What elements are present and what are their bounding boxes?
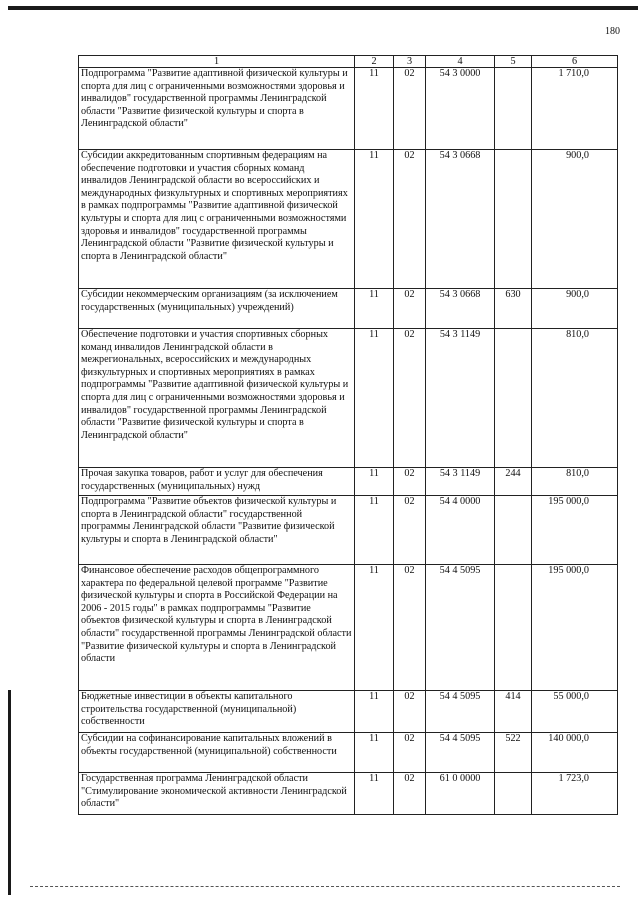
row-name: Подпрограмма "Развитие адаптивной физической культуры и спорта для лиц с ограниченными возможностями здоровья и инвалидов" государственной программы Ленинградской области "Развитие физической культуры и спорта в Ленинградской области" — [79, 68, 355, 150]
row-rz: 11 — [355, 496, 394, 565]
row-vr — [495, 68, 532, 150]
table-row — [79, 468, 618, 496]
table-row — [79, 565, 618, 691]
row-amount: 1 710,0 — [532, 68, 618, 150]
row-name: Субсидии на софинансирование капитальных вложений в объекты государственной (муниципальной) собственности — [79, 733, 355, 773]
row-name: Подпрограмма "Развитие объектов физической культуры и спорта в Ленинградской области" государственной программы Ленинградской области "Развитие физической культуры и спорта в Ленинградской области" — [79, 496, 355, 565]
row-rz: 11 — [355, 68, 394, 150]
column-header: 6 — [532, 56, 618, 68]
row-amount: 55 000,0 — [532, 691, 618, 733]
table-row — [79, 691, 618, 733]
table-row — [79, 289, 618, 329]
row-pr: 02 — [394, 733, 426, 773]
row-csr: 54 3 0668 — [426, 150, 495, 289]
scan-edge-mark — [8, 690, 11, 895]
row-name: Государственная программа Ленинградской области "Стимулирование экономической активности Ленинградской области" — [79, 773, 355, 815]
row-name: Бюджетные инвестиции в объекты капитального строительства государственной (муниципальной) собственности — [79, 691, 355, 733]
row-rz: 11 — [355, 150, 394, 289]
row-vr: 414 — [495, 691, 532, 733]
row-pr: 02 — [394, 68, 426, 150]
row-amount: 900,0 — [532, 150, 618, 289]
table-row — [79, 733, 618, 773]
row-pr: 02 — [394, 289, 426, 329]
column-header: 4 — [426, 56, 495, 68]
row-csr: 54 3 0000 — [426, 68, 495, 150]
row-rz: 11 — [355, 691, 394, 733]
row-csr: 54 3 1149 — [426, 329, 495, 468]
row-amount: 900,0 — [532, 289, 618, 329]
row-pr: 02 — [394, 329, 426, 468]
row-csr: 54 3 1149 — [426, 468, 495, 496]
row-vr — [495, 496, 532, 565]
top-border-rule — [8, 6, 638, 10]
row-rz: 11 — [355, 289, 394, 329]
table-row — [79, 329, 618, 468]
row-name: Прочая закупка товаров, работ и услуг для обеспечения государственных (муниципальных) нужд — [79, 468, 355, 496]
row-vr: 630 — [495, 289, 532, 329]
bottom-scan-rule — [30, 886, 620, 888]
row-pr: 02 — [394, 496, 426, 565]
row-csr: 54 3 0668 — [426, 289, 495, 329]
row-amount: 1 723,0 — [532, 773, 618, 815]
row-pr: 02 — [394, 691, 426, 733]
row-name: Обеспечение подготовки и участия спортивных сборных команд инвалидов Ленинградской области в межрегиональных, всероссийских и международных физкультурных и спортивных мероприятиях в рамках подпрограммы "Развитие адаптивной физической культуры и спорта для лиц с ограниченными возможностями здоровья и инвалидов" государственной программы Ленинградской области "Развитие физической культуры и спорта в Ленинградской области" — [79, 329, 355, 468]
row-csr: 54 4 5095 — [426, 565, 495, 691]
row-vr — [495, 565, 532, 691]
row-amount: 195 000,0 — [532, 565, 618, 691]
row-csr: 61 0 0000 — [426, 773, 495, 815]
row-name: Финансовое обеспечение расходов общепрограммного характера по федеральной целевой программе "Развитие физической культуры и спорта в Российской Федерации на 2006 - 2015 годы" в рамках подпрограммы "Развитие объектов физической культуры и спорта в Ленинградской области" государственной программы Ленинградской области "Развитие физической культуры и спорта в Ленинградской области — [79, 565, 355, 691]
table-row — [79, 68, 618, 150]
row-amount: 140 000,0 — [532, 733, 618, 773]
row-amount: 810,0 — [532, 329, 618, 468]
row-name: Субсидии аккредитованным спортивным федерациям на обеспечение подготовки и участия сборных команд инвалидов Ленинградской области во всероссийских и международных физкультурных и спортивных мероприятиях в рамках подпрограммы "Развитие адаптивной физической культуры и спорта для лиц с ограниченными возможностями здоровья и инвалидов" государственной программы Ленинградской области "Развитие физической культуры и спорта в Ленинградской области" — [79, 150, 355, 289]
table-row — [79, 773, 618, 815]
table-row — [79, 496, 618, 565]
row-pr: 02 — [394, 150, 426, 289]
page-number: 180 — [605, 26, 620, 37]
row-rz: 11 — [355, 733, 394, 773]
row-name: Субсидии некоммерческим организациям (за исключением государственных (муниципальных) учреждений) — [79, 289, 355, 329]
row-pr: 02 — [394, 565, 426, 691]
table-header-row — [79, 56, 618, 68]
row-vr: 522 — [495, 733, 532, 773]
row-pr: 02 — [394, 468, 426, 496]
table-row — [79, 150, 618, 289]
row-rz: 11 — [355, 565, 394, 691]
row-csr: 54 4 5095 — [426, 733, 495, 773]
row-rz: 11 — [355, 773, 394, 815]
row-csr: 54 4 5095 — [426, 691, 495, 733]
row-vr: 244 — [495, 468, 532, 496]
row-vr — [495, 329, 532, 468]
row-vr — [495, 773, 532, 815]
column-header: 2 — [355, 56, 394, 68]
column-header: 3 — [394, 56, 426, 68]
row-rz: 11 — [355, 329, 394, 468]
column-header: 5 — [495, 56, 532, 68]
row-amount: 195 000,0 — [532, 496, 618, 565]
row-amount: 810,0 — [532, 468, 618, 496]
column-header: 1 — [79, 56, 355, 68]
row-pr: 02 — [394, 773, 426, 815]
row-rz: 11 — [355, 468, 394, 496]
row-csr: 54 4 0000 — [426, 496, 495, 565]
budget-table — [78, 55, 618, 815]
row-vr — [495, 150, 532, 289]
